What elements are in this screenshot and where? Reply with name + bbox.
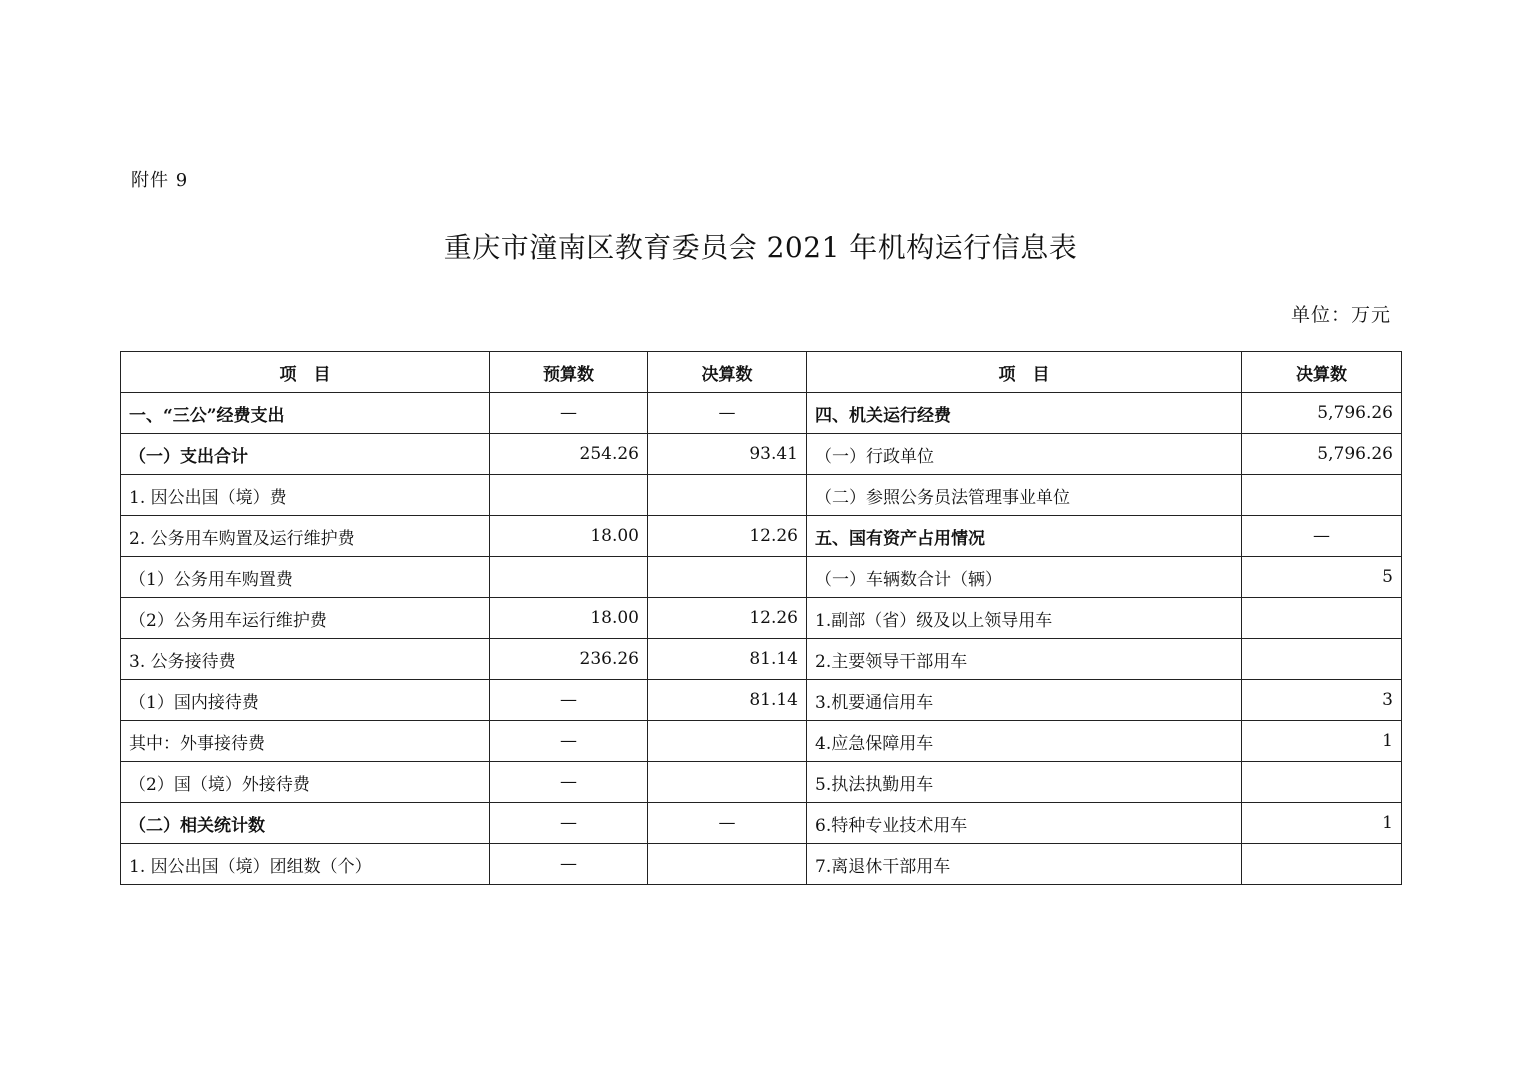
final-cell: — bbox=[648, 803, 807, 844]
right-item-cell: 2.主要领导干部用车 bbox=[807, 639, 1242, 680]
left-item-cell: （二）相关统计数 bbox=[121, 803, 490, 844]
unit-label: 单位：万元 bbox=[1290, 304, 1391, 326]
right-item-cell: 3.机要通信用车 bbox=[807, 680, 1242, 721]
right-final-cell: 5,796.26 bbox=[1242, 434, 1402, 475]
table-row bbox=[121, 680, 1402, 721]
attachment-label: 附件 9 bbox=[131, 170, 189, 191]
table-row bbox=[121, 639, 1402, 680]
right-item-cell: 四、机关运行经费 bbox=[807, 393, 1242, 434]
column-header-budget: 预算数 bbox=[490, 352, 648, 393]
final-cell: 12.26 bbox=[648, 516, 807, 557]
table-row bbox=[121, 557, 1402, 598]
budget-cell: — bbox=[490, 762, 648, 803]
column-header-final-right: 决算数 bbox=[1242, 352, 1402, 393]
final-cell: 81.14 bbox=[648, 680, 807, 721]
left-item-cell: （1）国内接待费 bbox=[121, 680, 490, 721]
table-row bbox=[121, 598, 1402, 639]
right-item-cell: 4.应急保障用车 bbox=[807, 721, 1242, 762]
final-cell bbox=[648, 721, 807, 762]
final-cell bbox=[648, 557, 807, 598]
final-cell: — bbox=[648, 393, 807, 434]
right-final-cell: 3 bbox=[1242, 680, 1402, 721]
table-row bbox=[121, 762, 1402, 803]
budget-cell: 236.26 bbox=[490, 639, 648, 680]
left-item-cell: 1. 因公出国（境）团组数（个） bbox=[121, 844, 490, 885]
table-row bbox=[121, 393, 1402, 434]
budget-cell bbox=[490, 475, 648, 516]
budget-cell: — bbox=[490, 844, 648, 885]
right-final-cell: 5,796.26 bbox=[1242, 393, 1402, 434]
final-cell bbox=[648, 475, 807, 516]
right-final-cell: — bbox=[1242, 516, 1402, 557]
left-item-cell: （一）支出合计 bbox=[121, 434, 490, 475]
final-cell: 81.14 bbox=[648, 639, 807, 680]
right-item-cell: 1.副部（省）级及以上领导用车 bbox=[807, 598, 1242, 639]
budget-cell bbox=[490, 557, 648, 598]
right-final-cell: 1 bbox=[1242, 803, 1402, 844]
right-final-cell: 5 bbox=[1242, 557, 1402, 598]
final-cell bbox=[648, 762, 807, 803]
final-cell: 12.26 bbox=[648, 598, 807, 639]
budget-cell: 18.00 bbox=[490, 516, 648, 557]
table-row bbox=[121, 844, 1402, 885]
column-header-final: 决算数 bbox=[648, 352, 807, 393]
right-final-cell: 1 bbox=[1242, 721, 1402, 762]
right-item-cell: 7.离退休干部用车 bbox=[807, 844, 1242, 885]
right-final-cell bbox=[1242, 762, 1402, 803]
right-final-cell bbox=[1242, 598, 1402, 639]
left-item-cell: 一、“三公”经费支出 bbox=[121, 393, 490, 434]
page-title: 重庆市潼南区教育委员会 2021 年机构运行信息表 bbox=[443, 231, 1078, 264]
right-item-cell: 五、国有资产占用情况 bbox=[807, 516, 1242, 557]
left-item-cell: （1）公务用车购置费 bbox=[121, 557, 490, 598]
left-item-cell: 2. 公务用车购置及运行维护费 bbox=[121, 516, 490, 557]
right-final-cell bbox=[1242, 639, 1402, 680]
final-cell bbox=[648, 844, 807, 885]
left-item-cell: 1. 因公出国（境）费 bbox=[121, 475, 490, 516]
left-item-cell: 其中：外事接待费 bbox=[121, 721, 490, 762]
table-header-row bbox=[121, 352, 1402, 393]
budget-cell: 18.00 bbox=[490, 598, 648, 639]
budget-cell: — bbox=[490, 803, 648, 844]
table-row bbox=[121, 721, 1402, 762]
final-cell: 93.41 bbox=[648, 434, 807, 475]
left-item-cell: （2）公务用车运行维护费 bbox=[121, 598, 490, 639]
right-item-cell: （一）车辆数合计（辆） bbox=[807, 557, 1242, 598]
left-item-cell: （2）国（境）外接待费 bbox=[121, 762, 490, 803]
column-header-item-right: 项 目 bbox=[807, 352, 1242, 393]
table-row bbox=[121, 475, 1402, 516]
right-final-cell bbox=[1242, 475, 1402, 516]
budget-cell: — bbox=[490, 680, 648, 721]
left-item-cell: 3. 公务接待费 bbox=[121, 639, 490, 680]
budget-cell: — bbox=[490, 721, 648, 762]
budget-cell: 254.26 bbox=[490, 434, 648, 475]
right-item-cell: 6.特种专业技术用车 bbox=[807, 803, 1242, 844]
table-row bbox=[121, 434, 1402, 475]
column-header-item: 项 目 bbox=[121, 352, 490, 393]
right-final-cell bbox=[1242, 844, 1402, 885]
right-item-cell: 5.执法执勤用车 bbox=[807, 762, 1242, 803]
table-row bbox=[121, 516, 1402, 557]
right-item-cell: （二）参照公务员法管理事业单位 bbox=[807, 475, 1242, 516]
right-item-cell: （一）行政单位 bbox=[807, 434, 1242, 475]
table-row bbox=[121, 803, 1402, 844]
budget-cell: — bbox=[490, 393, 648, 434]
info-table bbox=[120, 351, 1402, 885]
